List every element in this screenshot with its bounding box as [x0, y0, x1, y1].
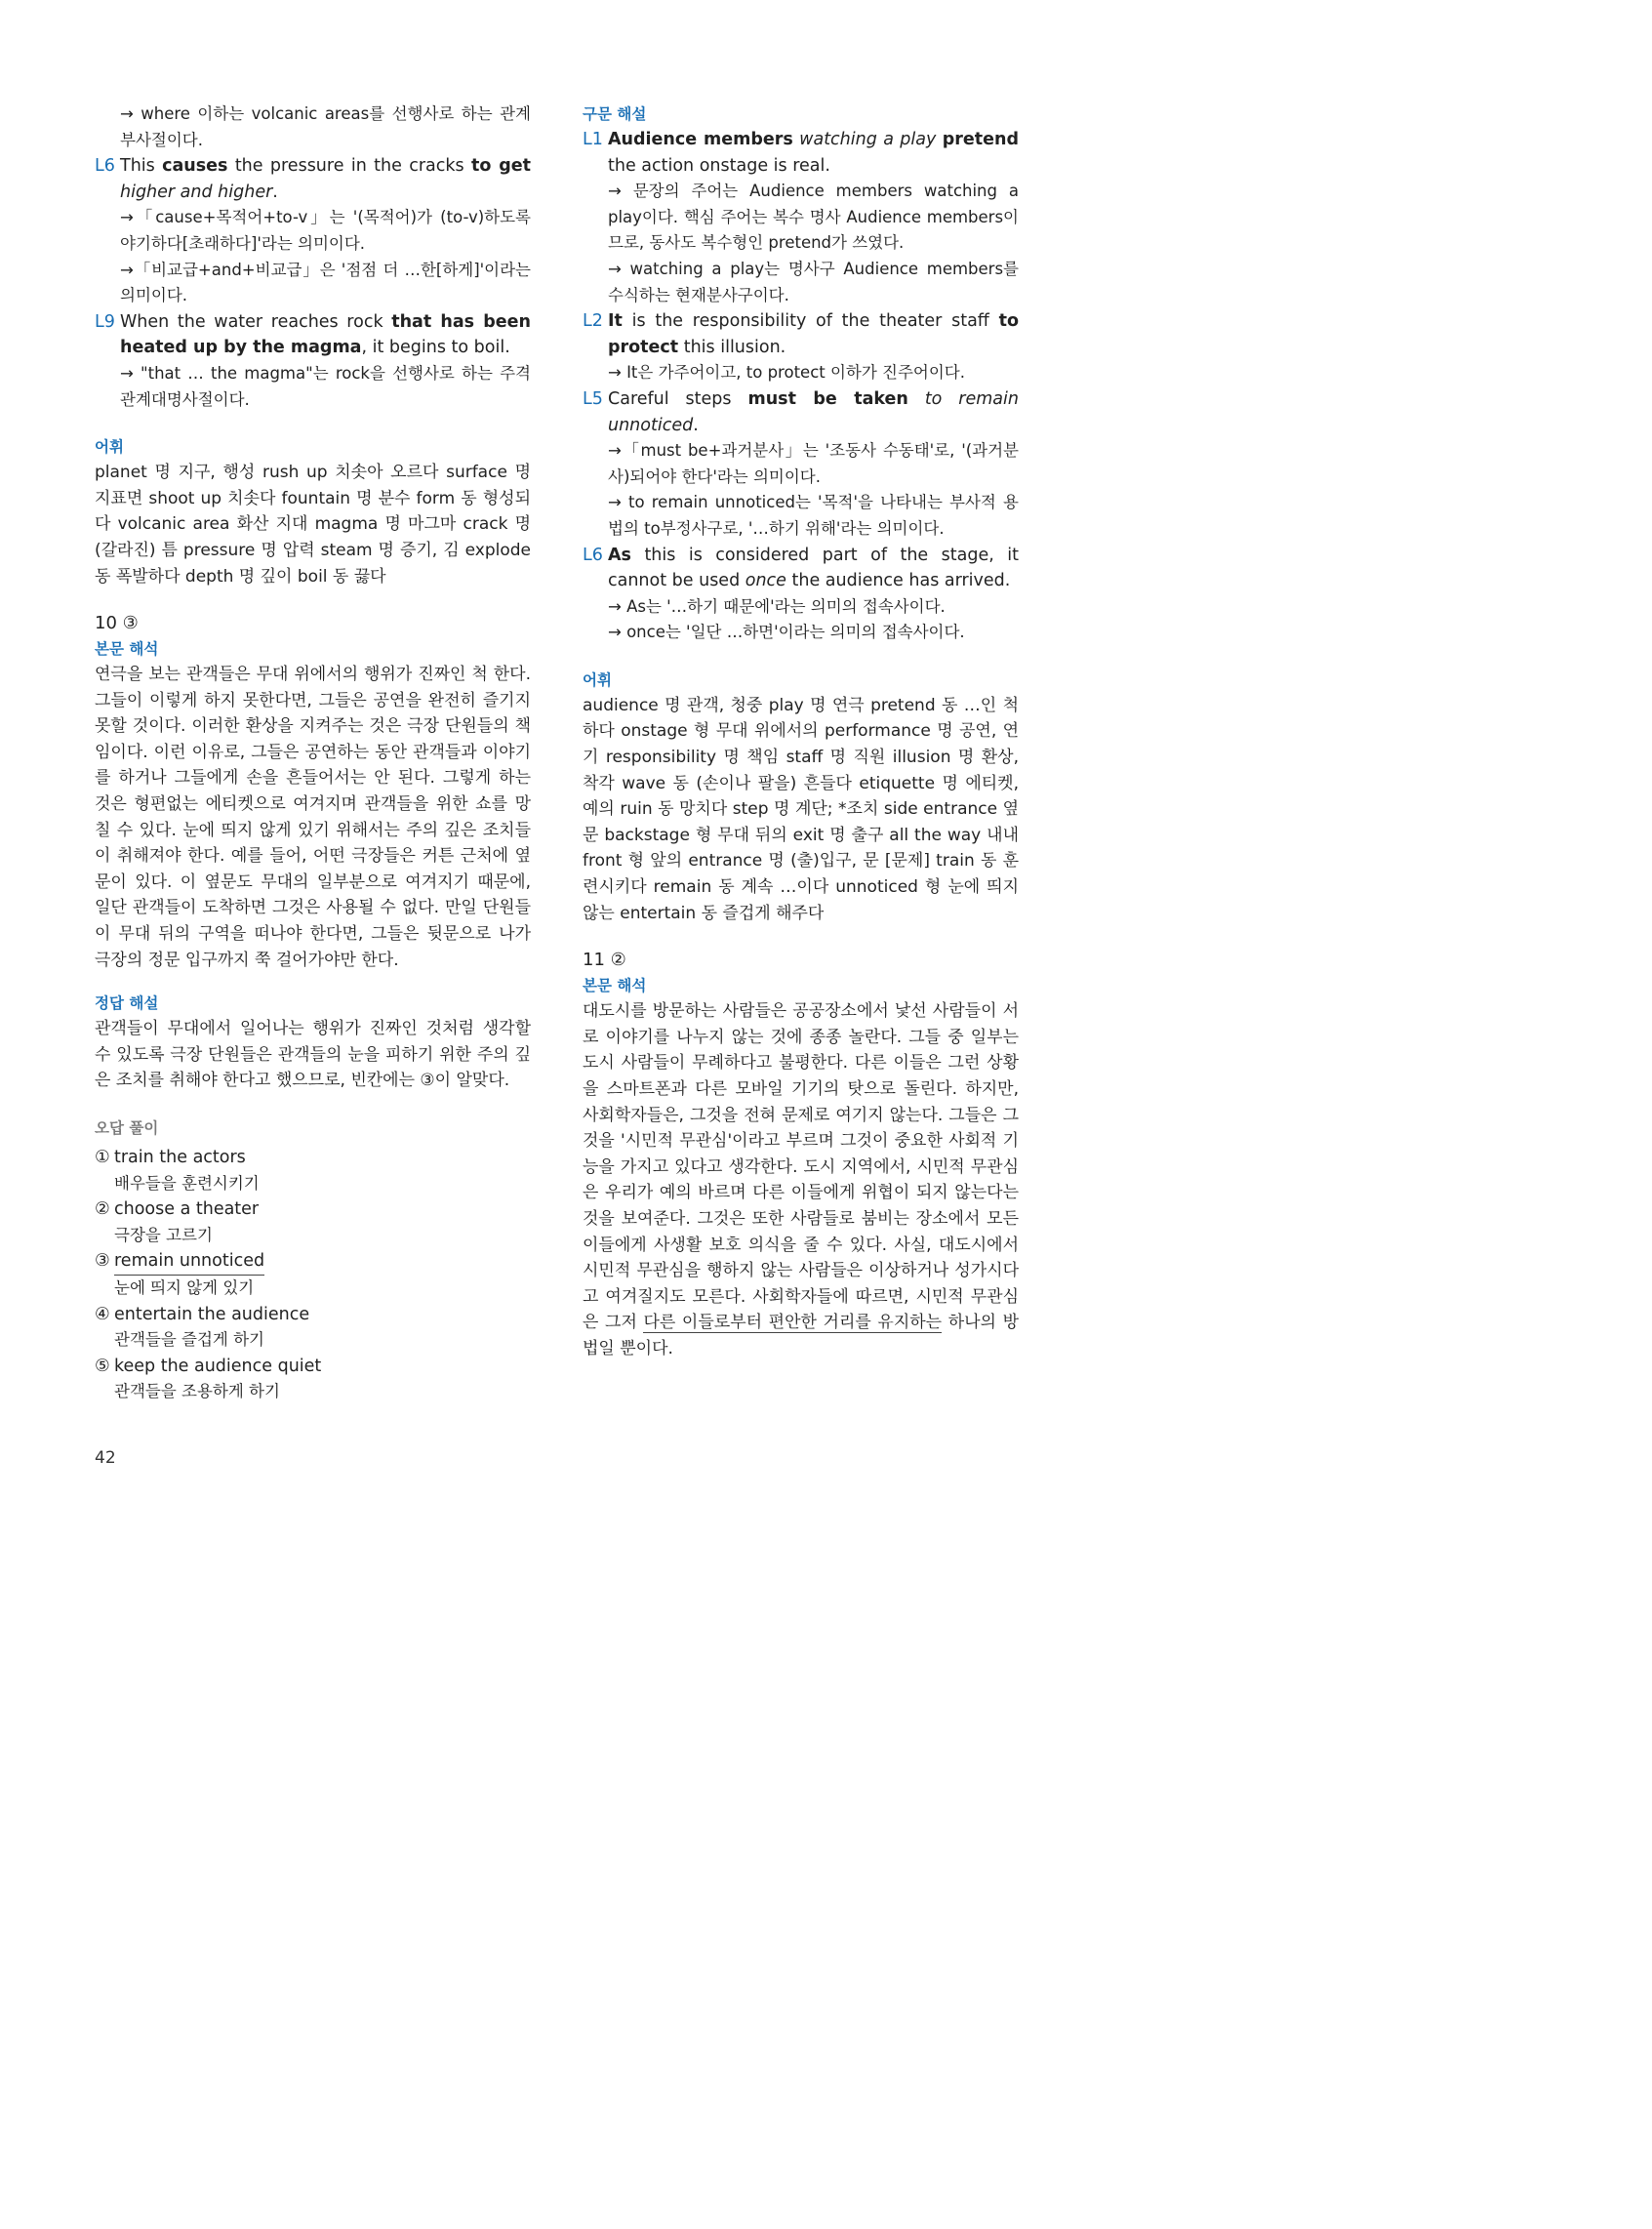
syntax-item-l6 — [583, 543, 1019, 594]
choice-item — [95, 1354, 531, 1380]
choice-english: entertain the audience — [114, 1304, 310, 1324]
syntax-sentence: This causes the pressure in the cracks to get higher and higher. — [120, 156, 531, 202]
syntax-item-l1 — [583, 127, 1019, 179]
syntax-sentence: Careful steps must be taken to remain unnoticed. — [608, 388, 1019, 435]
translation-heading: 본문 해석 — [95, 640, 159, 659]
translation-text — [583, 998, 1019, 1361]
note-line: →「must be+과거분사」는 '조동사 수동태'로, '(과거분사)되어야 한다'라는 의미이다. — [608, 441, 1019, 486]
syntax-item-l9 — [95, 309, 531, 361]
choice-korean: 배우들을 훈련시키기 — [114, 1173, 260, 1193]
choice-korean: 관객들을 조용하게 하기 — [114, 1382, 280, 1401]
choice-item — [95, 1145, 531, 1171]
choice-korean: 관객들을 즐겁게 하기 — [114, 1330, 264, 1350]
syntax-item-l6 — [95, 153, 531, 205]
vocab-list: audience 명 관객, 청중 play 명 연극 pretend 동 …인 척하다 onstage 형 무대 위에서의 performance 명 공연, 연기 responsibility 명 책임 staff 명 직원 illusion 명 환상, 착각 wave 동 (손이나 팔을) 흔들다 etiquette 명 에티켓, 예의 ruin 동 망치다 step 명 계단; *조치 side entrance 옆문 backstage 형 무대 뒤의 exit 명 출구 all the way 내내 front 형 앞의 entrance 명 (출)입구, 문 [문제] train 동 훈련시키다 remain 동 계속 …이다 unnoticed 형 눈에 띄지 않는 entertain 동 즐겁게 해주다 — [583, 695, 1019, 923]
line-label: L6 — [583, 545, 603, 565]
choice-mark: ④ — [95, 1304, 110, 1324]
note-line: → It은 가주어이고, to protect 이하가 진주어이다. — [608, 363, 965, 383]
note-line: →「비교급+and+비교급」은 '점점 더 …한[하게]'이라는 의미이다. — [120, 260, 531, 305]
note-line: → 문장의 주어는 Audience members watching a play이다. 핵심 주어는 복수 명사 Audience members이므로, 동사도 복수형인 pretend가 쓰였다. — [608, 182, 1019, 253]
translation-heading: 본문 해석 — [583, 977, 647, 995]
syntax-sentence: When the water reaches rock that has been heated up by the magma, it begins to boil. — [120, 311, 531, 358]
choice-english: keep the audience quiet — [114, 1356, 322, 1376]
note-line: → where 이하는 volcanic areas를 선행사로 하는 관계부사절이다. — [120, 104, 531, 149]
question-number: 10 ③ — [95, 613, 139, 634]
translation-end: 하나의 방법일 뿐이다. — [583, 1313, 1019, 1358]
choice-english: choose a theater — [114, 1199, 260, 1220]
choice-item — [95, 1302, 531, 1328]
syntax-sentence: It is the responsibility of the theater staff to protect this illusion. — [608, 311, 1019, 357]
choice-korean: 극장을 고르기 — [114, 1225, 213, 1244]
line-label: L2 — [583, 311, 603, 332]
note-line: → to remain unnoticed는 '목적'을 나타내는 부사적 용법의 to부정사구로, '…하기 위해'라는 의미이다. — [608, 493, 1019, 538]
note-line: → watching a play는 명사구 Audience members를 수식하는 현재분사구이다. — [608, 259, 1019, 304]
choice-mark: ③ — [95, 1251, 110, 1272]
choice-item — [95, 1196, 531, 1223]
choice-mark: ⑤ — [95, 1356, 110, 1376]
vocab-list: planet 명 지구, 행성 rush up 치솟아 오르다 surface 명 지표면 shoot up 치솟다 fountain 명 분수 form 동 형성되다 volcanic area 화산 지대 magma 명 마그마 crack 명 (갈라진) 틈 pressure 명 압력 steam 명 증기, 김 explode 동 폭발하다 depth 명 깊이 boil 동 끓다 — [95, 463, 531, 587]
choice-item-correct — [95, 1248, 531, 1276]
choice-mark: ① — [95, 1148, 110, 1167]
syntax-sentence: Audience members watching a play pretend the action onstage is real. — [608, 130, 1019, 176]
choice-mark: ② — [95, 1199, 110, 1220]
left-column — [95, 101, 531, 1405]
note-line: → once는 '일단 …하면'이라는 의미의 접속사이다. — [608, 623, 965, 642]
syntax-sentence: As this is considered part of the stage, it cannot be used once the audience has arrived. — [608, 545, 1019, 591]
note-line: → As는 '…하기 때문에'라는 의미의 접속사이다. — [608, 596, 946, 616]
page-number: 42 — [95, 1448, 116, 1468]
line-label: L6 — [95, 156, 115, 177]
choice-korean: 눈에 띄지 않게 있기 — [114, 1277, 255, 1297]
translation-body: 대도시를 방문하는 사람들은 공공장소에서 낯선 사람들이 서로 이야기를 나누지 않는 것에 종종 놀란다. 그들 중 일부는 도시 사람들이 무례하다고 불평한다. 다른 이들은 그런 상황을 스마트폰과 다른 모바일 기기의 탓으로 돌린다. 하지만, 사회학자들은, 그것을 전혀 문제로 여기지 않는다. 그들은 그것을 '시민적 무관심'이라고 부르며 그것이 중요한 사회적 기능을 가지고 있다고 생각한다. 도시 지역에서, 시민적 무관심은 우리가 예의 바르며 다른 이들에게 위협이 되지 않는다는 것을 보여준다. 그것은 또한 사람들로 붐비는 장소에서 모든 이들에게 사생활 보호 의식을 줄 수 있다. 사실, 대도시에서 시민적 무관심을 행하지 않는 사람들은 이상하거나 성가시다고 여겨질지도 모른다. 사회학자들에 따르면, 시민적 무관심은 그저 — [583, 1001, 1019, 1333]
translation-text: 연극을 보는 관객들은 무대 위에서의 행위가 진짜인 척 한다. 그들이 이렇게 하지 못한다면, 그들은 공연을 완전히 즐기지 못할 것이다. 이러한 환상을 지켜주는 것은 극장 단원들의 책임이다. 이런 이유로, 그들은 공연하는 동안 관객들과 이야기를 하거나 그들에게 손을 흔들어서는 안 된다. 그렇게 하는 것은 형편없는 에티켓으로 여겨지며 관객들을 위한 쇼를 망칠 수 있다. 눈에 띄지 않게 있기 위해서는 주의 깊은 조치들이 취해져야 한다. 예를 들어, 어떤 극장들은 커튼 근처에 옆문이 있다. 이 옆문도 무대의 일부분으로 여겨지기 때문에, 일단 관객들이 도착하면 그것은 사용될 수 없다. 만일 단원들이 무대 뒤의 구역을 떠나야 한다면, 그들은 뒷문으로 나가 극장의 정문 입구까지 쭉 걸어가야만 한다. — [95, 665, 531, 970]
wrong-answer-heading: 오답 풀이 — [95, 1119, 159, 1137]
choice-english: train the actors — [114, 1148, 246, 1167]
answer-explanation: 관객들이 무대에서 일어나는 행위가 진짜인 것처럼 생각할 수 있도록 극장 단원들은 관객들의 눈을 피하기 위한 주의 깊은 조치를 취해야 한다고 했으므로, 빈칸에는 ③이 알맞다. — [95, 1019, 531, 1091]
note-line: →「cause+목적어+to-v」는 '(목적어)가 (to-v)하도록 야기하다[초래하다]'라는 의미이다. — [120, 208, 531, 253]
translation-underlined: 다른 이들로부터 편안한 거리를 유지하는 — [643, 1313, 943, 1333]
line-label: L5 — [583, 388, 603, 409]
choice-list — [95, 1145, 531, 1405]
vocab-heading: 어휘 — [583, 670, 612, 689]
note-line: → "that … the magma"는 rock을 선행사로 하는 주격 관계대명사절이다. — [120, 363, 531, 409]
line-label: L1 — [583, 130, 603, 149]
answer-heading: 정답 해설 — [95, 994, 159, 1013]
syntax-item-l2 — [583, 308, 1019, 360]
right-column — [583, 101, 1019, 1362]
syntax-item-l5 — [583, 386, 1019, 438]
choice-english: remain unnoticed — [114, 1248, 264, 1276]
question-number: 11 ② — [583, 950, 626, 971]
syntax-heading: 구문 해설 — [583, 105, 647, 123]
vocab-heading: 어휘 — [95, 438, 124, 457]
line-label: L9 — [95, 311, 115, 332]
